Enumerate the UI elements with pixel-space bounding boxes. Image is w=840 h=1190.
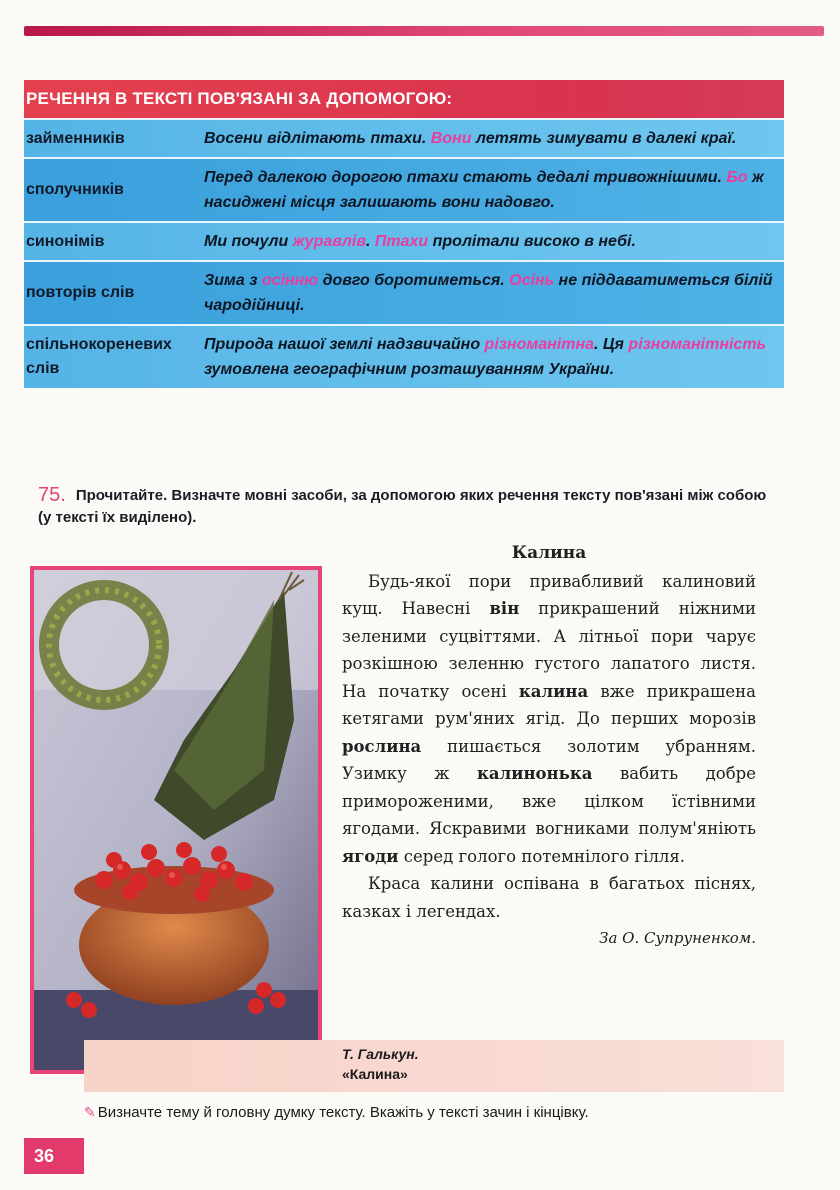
painting-kalyna-image [30,566,322,1074]
example-text: . Ця [594,336,629,353]
bottom-task-text: Визначте тему й головну думку тексту. Вкажіть у тексті зачин і кінцівку. [97,1104,589,1121]
story-title: Калина [511,543,587,563]
bold-connector-word: він [489,599,520,618]
story-text-segment: вабить добре примороженими, вже цілком їстівними ягодами. Яскравими вогниками полум'яніють [342,764,756,838]
highlighted-word: Птахи [374,233,429,250]
story-text-segment: прикрашений ніжними зеленими суцвіттями. А літньої пори чарує розкішною зеленню густого лапатого листя. На початку осені [342,599,756,701]
table-row [24,260,784,324]
example-text: пролітали високо в небі. [428,233,636,250]
table-row [24,157,784,221]
story-text-segment: серед голого потемнілого гілля. [398,846,686,866]
story-text-segment: пишається золотим убранням. Узимку ж [342,736,756,783]
highlighted-word: Осінь [509,272,555,289]
row-label: сполучників [26,181,124,198]
example-text: Ми почули [204,233,293,250]
page-number: 36 [24,1138,84,1174]
exercise-text: Прочитайте. Визначте мовні засоби, за допомогою яких речення тексту пов'язані між собою (у тексті їх виділено). [38,487,767,526]
example-text: ж насиджені місця залишають вони надовго. [204,169,764,211]
row-label: синонімів [26,232,105,250]
row-example [204,262,784,324]
story-text-segment: Будь-якої пори привабливий калиновий кущ. Навесні [342,571,756,618]
highlighted-word: різноманітність [628,336,767,353]
row-example [204,223,784,260]
top-decorative-rule [24,26,824,36]
highlighted-word: журавлів [292,233,366,250]
bold-connector-word: рослина [342,736,422,756]
example-text: зумовлена географічним розташуванням України. [204,361,615,378]
bold-connector-word: калинонька [476,764,593,783]
example-text: летять зимувати в далекі краї. [471,130,737,147]
exercise-number: 75. [38,484,66,506]
example-text: . [365,233,375,250]
pencil-icon: ✎ [84,1104,96,1120]
row-example [204,159,784,221]
highlighted-word: Бо [726,169,748,186]
exercise-75 [38,484,778,529]
painting-svg [34,570,318,1070]
example-text: Восени відлітають птахи. [204,130,431,147]
table-rows [24,118,784,388]
story-source: За О. Супруненком. [599,929,756,947]
example-text: довго боротиметься. [318,272,510,289]
bold-connector-word: ягоди [342,846,399,866]
story-paragraph-1 [342,568,756,871]
caption-band [84,1040,784,1092]
painting-caption [342,1044,419,1084]
bold-connector-word: калина [518,681,589,701]
painting-author: Т. Галькун. [342,1046,419,1062]
highlighted-word: осінню [261,272,319,289]
row-example [204,120,784,157]
table-row [24,324,784,388]
bottom-task [84,1101,784,1124]
row-example [204,326,784,388]
example-text: Перед далекою дорогою птахи стають дедалі тривожнішими. [204,169,727,186]
table-header: РЕЧЕННЯ В ТЕКСТІ ПОВ'ЯЗАНІ ЗА ДОПОМОГОЮ: [24,80,784,118]
highlighted-word: Вони [430,130,472,147]
story-text [342,540,756,953]
story-paragraph-2: Краса калини оспівана в багатьох піснях, казках і легендах. [342,874,756,921]
highlighted-word: різноманітна [484,336,594,353]
example-text: Зима з [204,272,262,289]
connection-means-table [24,80,784,388]
story-text-segment: вже прикрашена кетягами рум'яних ягід. До перших морозів [342,681,756,728]
example-text: не піддаватиметься білій чародійниці. [204,272,773,314]
painting-title: «Калина» [342,1066,408,1082]
table-row [24,221,784,260]
table-row [24,118,784,157]
row-label: повторів слів [26,284,135,301]
example-text: Природа нашої землі надзвичайно [204,336,485,353]
row-label: займенників [26,129,125,147]
row-label: спільнокореневих слів [26,336,172,377]
